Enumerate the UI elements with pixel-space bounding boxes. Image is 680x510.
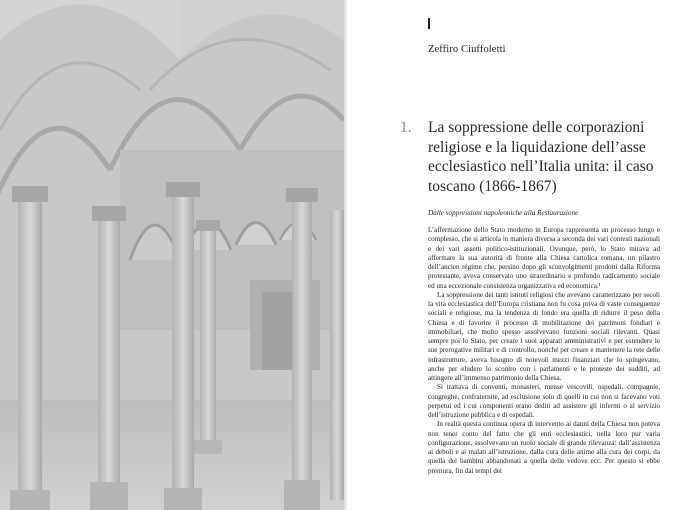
author-name: Zeffiro Ciuffoletti [428, 44, 506, 55]
chapter-title: La soppressione delle corporazioni religiose e la liquidazione dell’asse ecclesiastico nell’Italia unita: il caso toscano (1866-1867) [428, 119, 654, 195]
paragraph: In realtà questa continua opera di intervento ai danni della Chiesa non poteva non tener conto del fatto che gli enti ecclesiastici, nella loro pur varia configurazione, assolvevano un ruolo sociale di grande rilevanza: dall’assistenza ai deboli e ai malati all’istruzione, dalla cura delle anime alla cura dei corpi, da quella dei bambini abbandonati a quella delle vedove ecc. Per questo si ebbe premura, fin dai tempi dei [428, 420, 660, 475]
paragraph: Si trattava di conventi, monasteri, mense vescovili, ospedali, compagnie, congreghe, confraternite, ad esclusione solo di quelli in cui non si facevano voti perpetui ed i cui componenti erano dediti ad assistere gli infermi o al servizio dell’istruzione pubblica e di ospedali. [428, 383, 660, 419]
paragraph: L’affermazione dello Stato moderno in Europa rappresenta un processo lungo e complesso, che si articola in maniera diversa a seconda dei vari contesti nazionali e dei vari assetti politico-istituzionali. Ovunque, però, lo Stato mirava ad affermare la sua autorità di fronte alla Chiesa cattolica romana, un pilastro dell’ancien régime che, persino dopo gli sconvolgimenti prodotti dalla Riforma protestante, aveva conservato uno straordinario e profondo radicamento sociale ed una eccezionale consistenza organizzativa ed economica.¹ [428, 226, 660, 290]
chapter-marker [428, 18, 430, 29]
chapter-number: 1. [400, 119, 412, 136]
text-page [348, 0, 680, 510]
paragraph: La soppressione dei tanti istituti religiosi che avevano caratterizzato per secoli la vita ecclesiastica dell’Europa cristiana non fu cosa priva di vaste conseguenze sociali e religiose, ma la tendenza di fondo era quella di ridurre il peso della Chiesa e di favorire il processo di mobilitazione dei patrimoni fondiari e immobiliari, che molto spesso assolvevano funzioni sociali rilevanti. Quasi sempre poi lo Stato, per creare i suoi apparati amministrativi e per estendere le sue prerogative militari e di controllo, nonché per creare e mantenere la rete delle infrastrutture, aveva bisogno di notevoli mezzi finanziari che lo spingevano, anche per eludere lo scontro con i parlamenti e le proteste dei sudditi, ad attingere all’immenso patrimonio della Chiesa. [428, 290, 660, 382]
body-text [428, 226, 660, 476]
section-heading: Dalle soppressioni napoleoniche alla Restaurazione [428, 209, 579, 217]
